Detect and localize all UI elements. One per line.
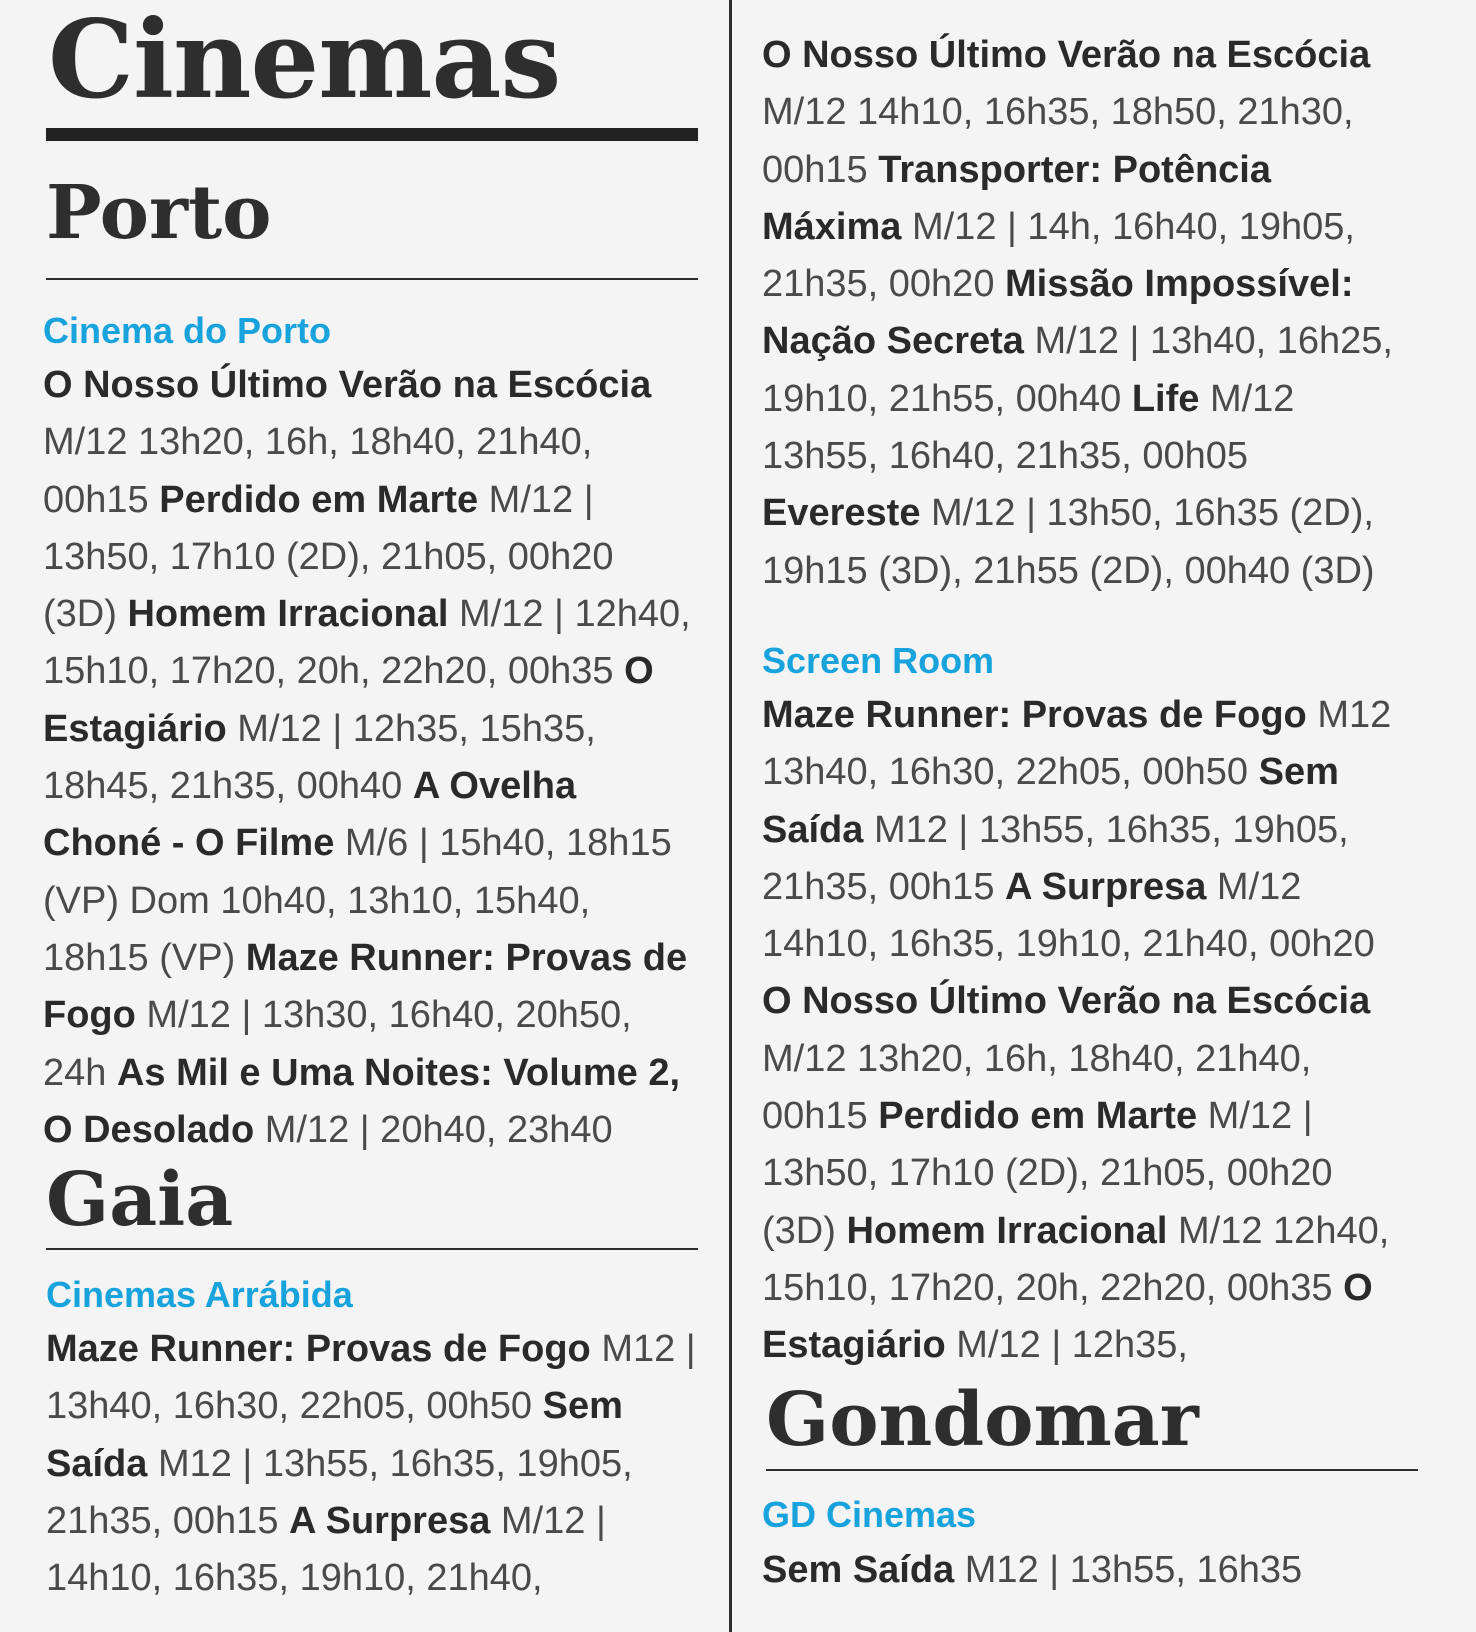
film-title: Maze Runner: Provas de Fogo xyxy=(762,694,1307,736)
film-title: Transporter: Potência Máxima xyxy=(762,148,1271,248)
film-showtimes: M12 | 13h55, 16h35 xyxy=(964,1549,1303,1591)
film-showtimes: M12 13h40, 16h30, 22h05, 00h50 xyxy=(762,694,1392,794)
film-showtimes: M/12 | 13h50, 16h35 (2D), 19h15 (3D), 21h55 (2D), 00h40 (3D) xyxy=(762,492,1375,592)
film-title: Sem Saída xyxy=(762,751,1339,851)
cinema-name-porto: Cinema do Porto xyxy=(43,310,332,351)
film-title: Perdido em Marte xyxy=(878,1095,1198,1138)
film-showtimes: M/12 | 13h40, 16h25, 19h10, 21h55, 00h40 xyxy=(762,320,1393,420)
film-showtimes: M12 | 13h40, 16h30, 22h05, 00h50 xyxy=(46,1328,696,1428)
film-title: O Estagiário xyxy=(43,650,654,750)
film-title: Perdido em Marte xyxy=(159,478,479,521)
cinema-name-screen-room: Screen Room xyxy=(762,640,995,681)
film-showtimes: M/12 | 13h50, 17h10 (2D), 21h05, 00h20 (3D) xyxy=(43,478,614,636)
film-showtimes: M/12 14h10, 16h35, 19h10, 21h40, 00h20 xyxy=(762,865,1375,966)
film-title: Homem Irracional xyxy=(846,1209,1168,1252)
film-title: Missão Impossível: Nação Secreta xyxy=(762,263,1354,363)
film-title: Evereste xyxy=(762,492,921,535)
listing-gaia xyxy=(46,1321,696,1607)
film-title: O Nosso Último Verão na Escócia xyxy=(762,980,1371,1023)
cinema-name-gaia: Cinemas Arrábida xyxy=(46,1274,353,1315)
film-showtimes: M/12 | 13h50, 17h10 (2D), 21h05, 00h20 (3D) xyxy=(762,1095,1333,1252)
film-title: Maze Runner: Provas de Fogo xyxy=(43,936,688,1037)
listing-gondomar xyxy=(762,1542,1412,1599)
column-divider xyxy=(729,0,732,1632)
film-showtimes: M/12 12h40, 15h10, 17h20, 20h, 22h20, 00h35 xyxy=(762,1209,1390,1309)
listing-porto xyxy=(43,357,693,1159)
film-title: O Nosso Último Verão na Escócia xyxy=(762,34,1371,76)
gondomar-rule xyxy=(766,1469,1418,1471)
film-title: A Surpresa xyxy=(1005,865,1207,908)
film-showtimes: M/12 13h20, 16h, 18h40, 21h40, 00h15 xyxy=(43,421,593,521)
film-title: Life xyxy=(1131,377,1200,420)
film-title: O Nosso Último Verão na Escócia xyxy=(43,364,652,406)
film-title: O Estagiário xyxy=(762,1266,1373,1367)
film-showtimes: M/12 | 12h35, 15h35, 18h45, 21h35, 00h40 xyxy=(43,707,596,808)
film-title: Homem Irracional xyxy=(127,593,449,636)
film-title: Maze Runner: Provas de Fogo xyxy=(46,1328,591,1370)
film-title: A Ovelha Choné - O Filme xyxy=(43,765,577,865)
film-showtimes: M/12 | 12h35, xyxy=(956,1324,1188,1367)
film-showtimes: M/12 13h55, 16h40, 21h35, 00h05 xyxy=(762,377,1295,478)
film-title: Sem Saída xyxy=(762,1549,955,1591)
film-title: A Surpresa xyxy=(289,1499,491,1542)
film-title: As Mil e Uma Noites: Volume 2, O Desolado xyxy=(43,1051,681,1151)
film-showtimes: M/12 14h10, 16h35, 18h50, 21h30, 00h15 xyxy=(762,91,1354,191)
film-showtimes: M/12 | 14h10, 16h35, 19h10, 21h40, xyxy=(46,1499,606,1600)
listing-continued xyxy=(762,27,1412,600)
porto-rule xyxy=(46,278,698,280)
film-showtimes: M/6 | 15h40, 18h15 (VP) Dom 10h40, 13h10, 15h40, 18h15 (VP) xyxy=(43,822,672,979)
city-heading-porto: Porto xyxy=(46,170,272,256)
film-showtimes: M/12 13h20, 16h, 18h40, 21h40, 00h15 xyxy=(762,1037,1312,1138)
film-title: Sem Saída xyxy=(46,1385,623,1485)
city-heading-gaia: Gaia xyxy=(46,1157,234,1243)
cinema-name-gondomar: GD Cinemas xyxy=(762,1494,977,1535)
listing-screen-room xyxy=(762,687,1412,1375)
film-showtimes: M12 | 13h55, 16h35, 19h05, 21h35, 00h15 xyxy=(46,1442,633,1542)
film-showtimes: M/12 | 12h40, 15h10, 17h20, 20h, 22h20, 00h35 xyxy=(43,593,691,693)
film-showtimes: M/12 | 14h, 16h40, 19h05, 21h35, 00h20 xyxy=(762,205,1355,306)
city-heading-gondomar: Gondomar xyxy=(766,1377,1199,1463)
film-showtimes: M/12 | 20h40, 23h40 xyxy=(264,1108,613,1151)
title-rule xyxy=(46,128,698,141)
page-title: Cinemas xyxy=(48,0,561,123)
gaia-rule xyxy=(46,1248,698,1250)
film-showtimes: M/12 | 13h30, 16h40, 20h50, 24h xyxy=(43,994,632,1094)
film-showtimes: M12 | 13h55, 16h35, 19h05, 21h35, 00h15 xyxy=(762,808,1349,908)
